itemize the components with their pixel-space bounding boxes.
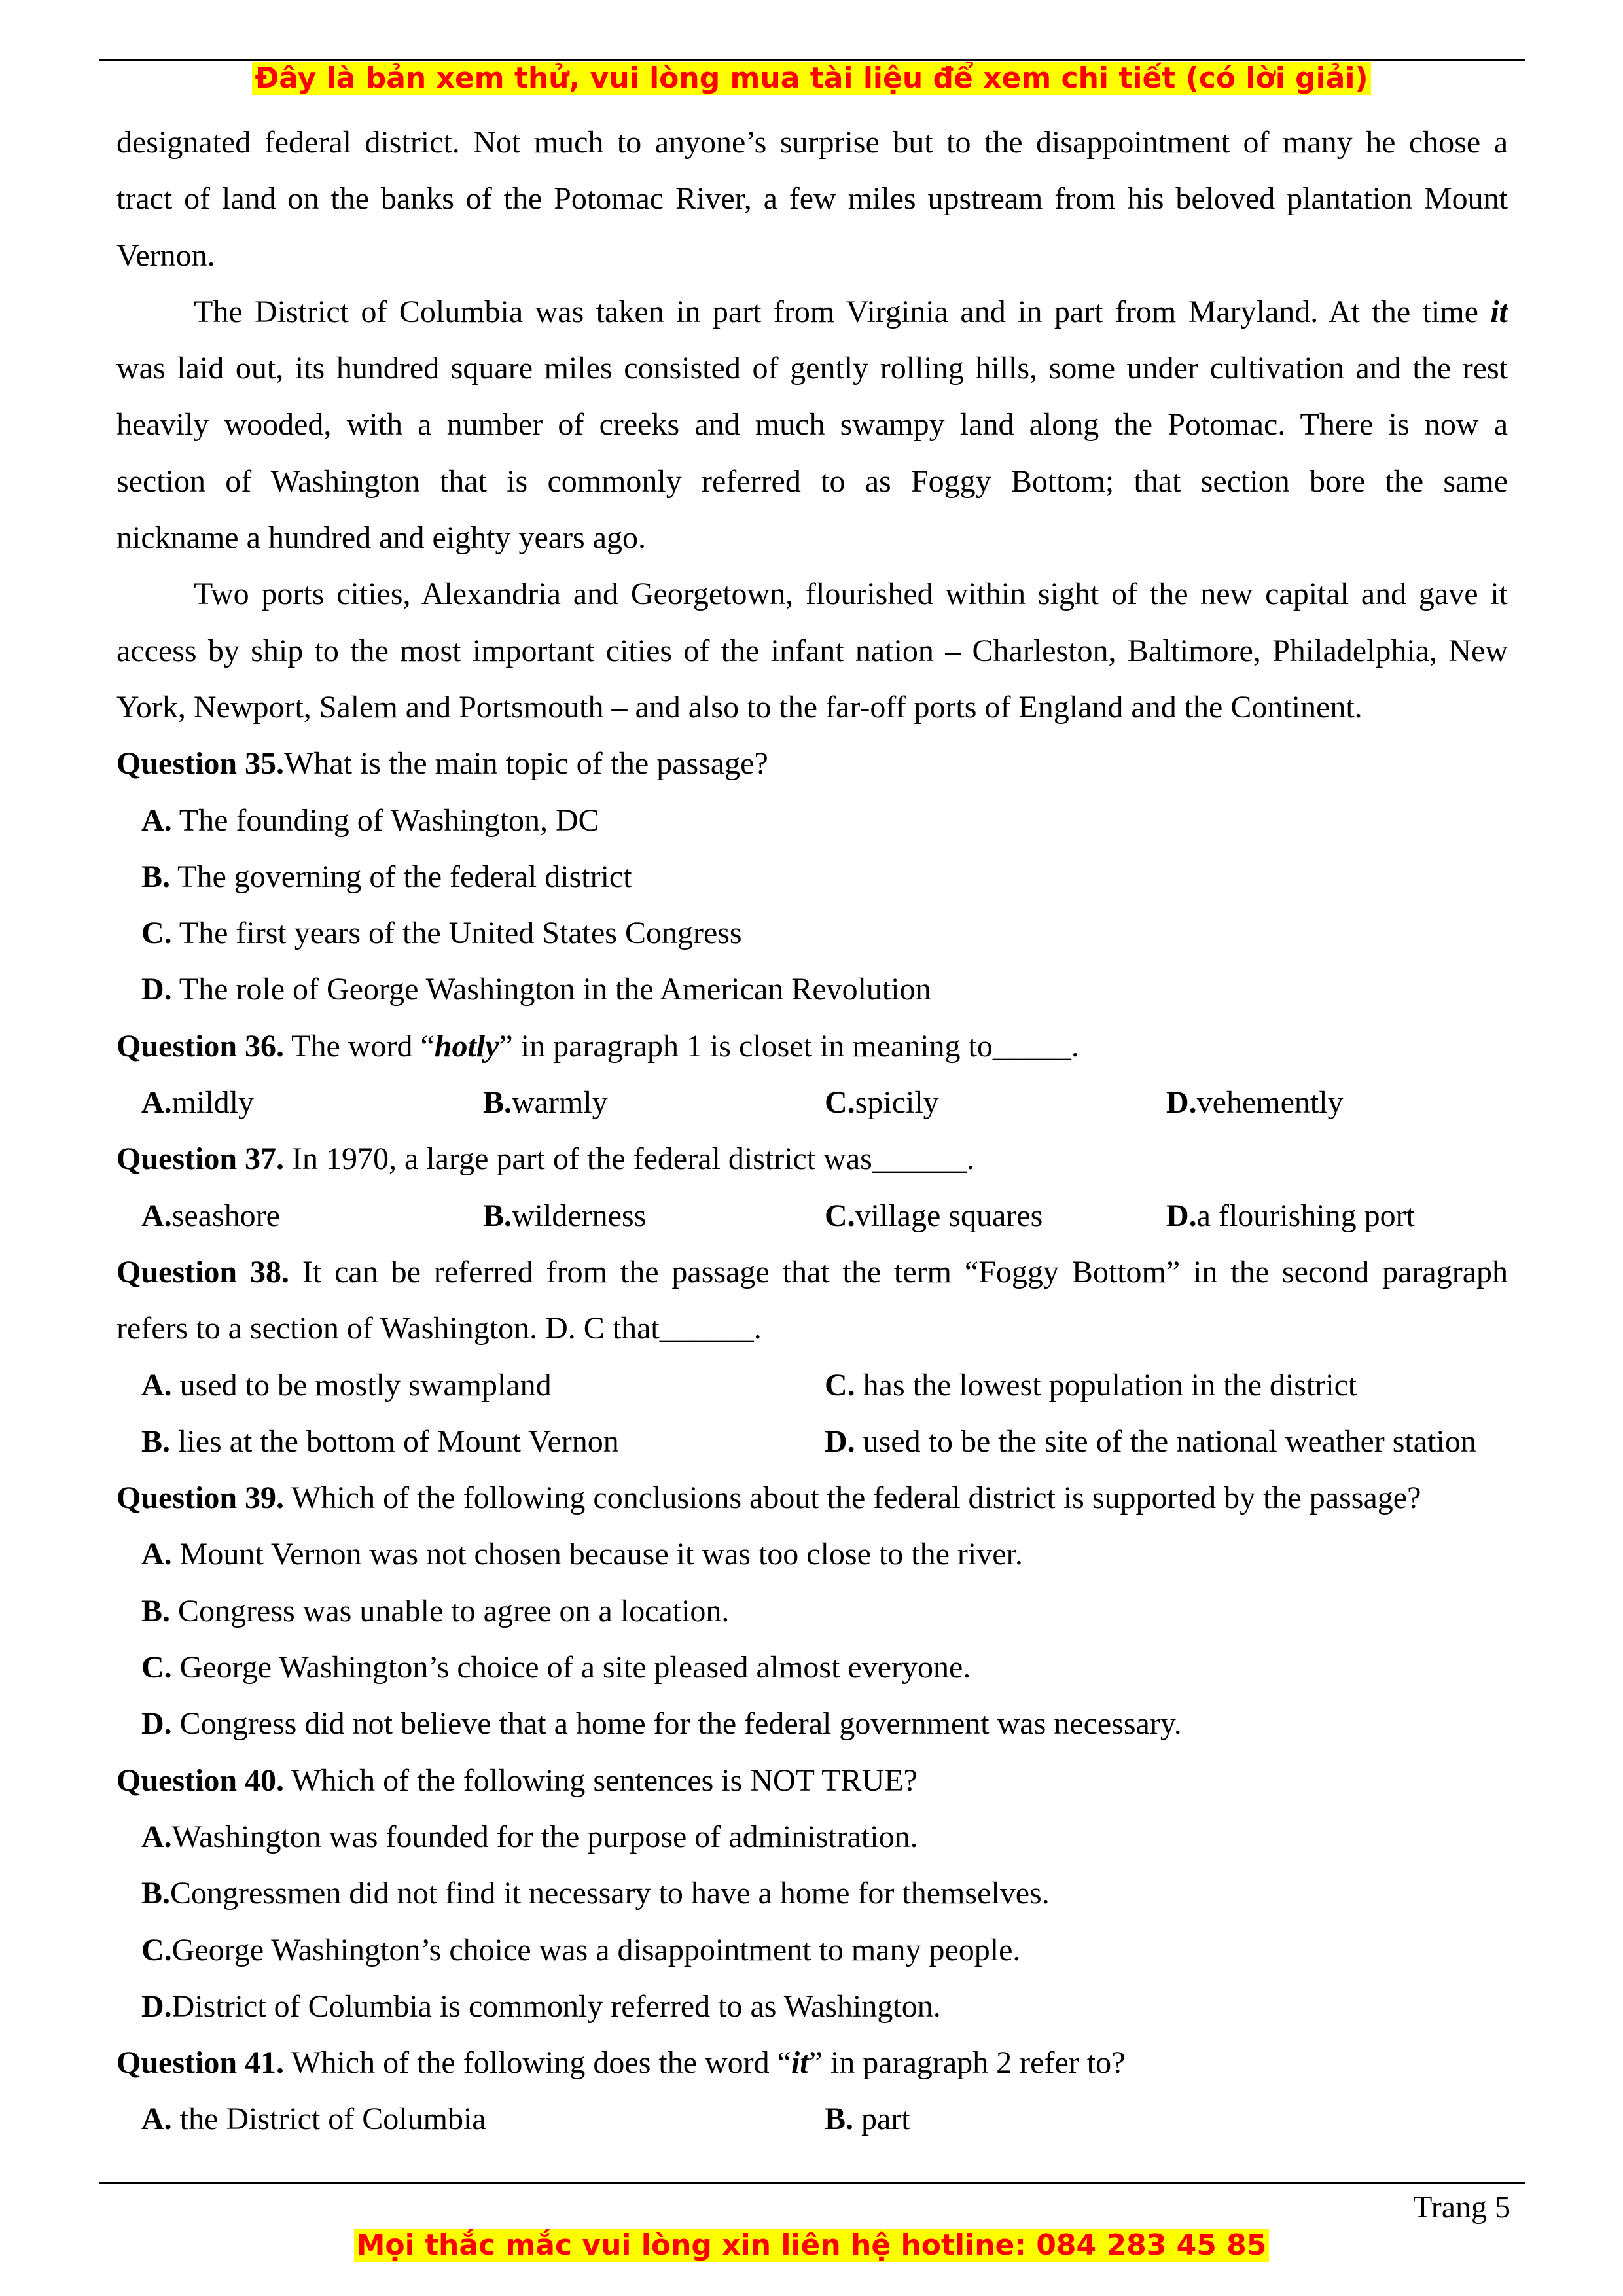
header-banner: Đây là bản xem thử, vui lòng mua tài liệu để xem chi tiết (có lời giải) (0, 62, 1623, 96)
answer-option: B. Congress was unable to agree on a location. (141, 1593, 730, 1628)
answer-option: C. The first years of the United States Congress (141, 916, 742, 951)
question-38: Question 38. It can be referred from the passage that the term “Foggy Bottom” in the second paragraph (116, 1254, 1508, 1289)
question-39: Question 39. Which of the following conclusions about the federal district is supported by the passage? (116, 1480, 1421, 1516)
emphasized-word: it (1490, 294, 1508, 329)
passage-line: was laid out, its hundred square miles consisted of gently rolling hills, some under cultivation and the rest (116, 351, 1508, 386)
answer-options-row (116, 1188, 1508, 1244)
answer-option: B. The governing of the federal district (141, 859, 632, 894)
passage-line: tract of land on the banks of the Potomac River, a few miles upstream from his beloved plantation Mount (116, 181, 1508, 217)
answer-option: D. The role of George Washington in the American Revolution (141, 972, 931, 1007)
passage-line: York, Newport, Salem and Portsmouth – and also to the far-off ports of England and the Continent. (116, 689, 1363, 725)
passage-line: access by ship to the most important cities of the infant nation – Charleston, Baltimore, Philadelphia, New (116, 633, 1508, 668)
question-35: Question 35.What is the main topic of the passage? (116, 746, 768, 781)
answer-option: A. the District of Columbia (141, 2102, 486, 2137)
question-38-continued: refers to a section of Washington. D. C that______. (116, 1311, 762, 1346)
passage-line: Two ports cities, Alexandria and Georgetown, flourished within sight of the new capital and gave it (194, 577, 1508, 612)
passage-line: nickname a hundred and eighty years ago. (116, 520, 647, 556)
answer-option: C.George Washington’s choice was a disappointment to many people. (141, 1932, 1021, 1967)
answer-option: D.a flourishing port (1166, 1198, 1415, 1233)
answer-option: A.mildly (141, 1085, 255, 1121)
answer-option: C.village squares (825, 1198, 1043, 1233)
answer-option: C. George Washington’s choice of a site pleased almost everyone. (141, 1650, 971, 1685)
answer-option: A.seashore (141, 1198, 280, 1233)
header-rule (99, 59, 1525, 61)
passage-line: section of Washington that is commonly referred to as Foggy Bottom; that section bore the same (116, 463, 1508, 499)
answer-option: D. used to be the site of the national weather station (825, 1424, 1476, 1459)
footer-rule (99, 2182, 1525, 2184)
answer-option: A. Mount Vernon was not chosen because it was too close to the river. (141, 1537, 1023, 1572)
answer-option: D.District of Columbia is commonly referred to as Washington. (141, 1988, 941, 2024)
answer-option: D.vehemently (1166, 1085, 1344, 1121)
answer-options-row (116, 1357, 1508, 1414)
question-41: Question 41. Which of the following does the word “it” in paragraph 2 refer to? (116, 2045, 1126, 2081)
answer-option: A. used to be mostly swampland (141, 1367, 552, 1403)
question-37: Question 37. In 1970, a large part of the federal district was______. (116, 1141, 974, 1177)
question-40: Question 40. Which of the following sentences is NOT TRUE? (116, 1763, 918, 1798)
answer-option: B.Congressmen did not find it necessary to have a home for themselves. (141, 1876, 1050, 1911)
answer-option: A.Washington was founded for the purpose of administration. (141, 1819, 918, 1854)
answer-options-row (116, 1075, 1508, 1131)
passage-line: designated federal district. Not much to anyone’s surprise but to the disappointment of many he chose a (116, 125, 1508, 160)
passage-line: heavily wooded, with a number of creeks and much swampy land along the Potomac. There is now a (116, 407, 1508, 442)
page-number: Trang 5 (1413, 2190, 1510, 2225)
answer-option: C.spicily (825, 1085, 939, 1121)
answer-option: B.warmly (483, 1085, 608, 1121)
answer-options-row (116, 1414, 1508, 1470)
footer-banner: Mọi thắc mắc vui lòng xin liên hệ hotline: 084 283 45 85 (0, 2229, 1623, 2263)
passage-line: The District of Columbia was taken in part from Virginia and in part from Maryland. At the time it (194, 294, 1508, 329)
answer-options-row (116, 2091, 1508, 2147)
answer-option: D. Congress did not believe that a home for the federal government was necessary. (141, 1706, 1182, 1742)
document-body (116, 115, 1508, 2148)
answer-option: B. part (825, 2102, 910, 2137)
answer-option: A. The founding of Washington, DC (141, 802, 599, 838)
question-36: Question 36. The word “hotly” in paragraph 1 is closet in meaning to_____. (116, 1028, 1079, 1064)
answer-option: B.wilderness (483, 1198, 647, 1233)
answer-option: B. lies at the bottom of Mount Vernon (141, 1424, 619, 1459)
passage-line: Vernon. (116, 238, 215, 273)
answer-option: C. has the lowest population in the district (825, 1367, 1357, 1403)
